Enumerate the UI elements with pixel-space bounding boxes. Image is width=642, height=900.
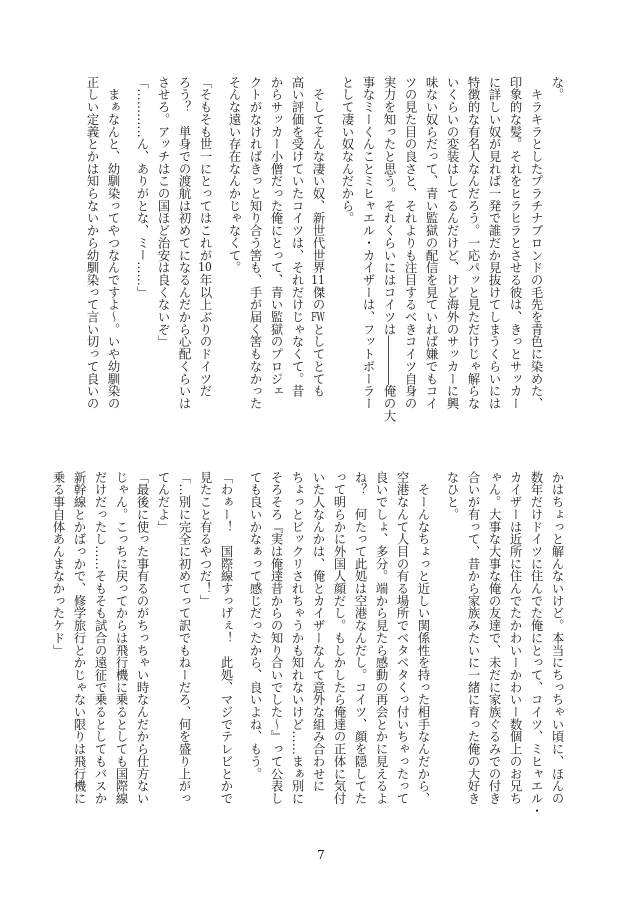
text-line: 特徴的な有名人なんだろう。一応パッと見ただけじゃ解らな <box>466 76 480 410</box>
upper-text-block <box>80 76 567 421</box>
text-line: 数年だけドイツに住んでた俺にとって、コイツ、ミヒャエル・ <box>529 471 543 817</box>
text-line: そんな遠い存在なんかじゃなくて。 <box>227 76 241 274</box>
text-line: いた人なんかは、俺とカイザーなんて意外な組み合わせに <box>311 471 325 793</box>
text-line: いくらいの変装はしてるんだけど、けど海外のサッカーに興 <box>445 76 459 410</box>
text-line: まぁなんと、幼馴染ってやつなんですよ～。いや幼馴染の <box>106 76 120 410</box>
text-line: に詳しい奴が見れば一発で誰だか見抜けてしまうくらいには <box>487 76 501 410</box>
text-line: 「わぁー！ 国際線すっげぇ！ 此処、マジでテレビとかで <box>219 471 233 805</box>
upright-chars: 10 <box>198 261 212 274</box>
text-line: そーんなちょっと近しい関係性を持った相手なんだから、 <box>416 471 430 805</box>
text-line: なひと。 <box>445 471 459 521</box>
text-line: 新幹線とかばっかで、修学旅行とかじゃない限りは飛行機に <box>72 471 86 805</box>
text-line: 良いでしょ、多分。端から見たら感動の再会とかに見えるよ <box>374 471 388 805</box>
text-line: 味ない奴らだって、青い監獄の配信を見ていれば嫌でもコイ <box>424 76 438 410</box>
text-line: 「最後に使った事有るのがちっちゃい時なんだから仕方ない <box>135 471 149 805</box>
text-line: 「…別に完全に初めてって訳でもねーだろ、何を盛り上がっ <box>177 471 191 805</box>
text-line: 正しい定義とかは知らないから幼馴染って言い切って良いの <box>85 76 99 410</box>
paragraph <box>336 76 567 421</box>
text-line: 印象的な髪。それをヒラヒラとさせる彼は、きっとサッカー <box>508 76 522 410</box>
text-line: 「そもそも世一にとってはこれが10年以上ぶりのドイツだ <box>198 76 212 398</box>
text-line: 実力を知ったと思う。それくらいにはコイツは――――俺の大 <box>382 76 396 422</box>
text-line: クトがなければきっと知り合う筈も、手が届く筈もなかった <box>248 76 262 410</box>
text-line: じゃん。こっちに戻ってからは飛行機に乗るとしても国際線 <box>114 471 128 805</box>
text-line: ちょっとビックリされちゃうかも知れないけど……まぁ別に <box>290 471 304 805</box>
text-line: ツの見た目の良さと、それよりも注目するべきコイツ自身の <box>403 76 417 410</box>
text-line: として凄い奴なんだから。 <box>340 76 354 225</box>
text-line: 空港なんて人目の有る場所でベタベタくっ付いちゃったって <box>395 471 409 805</box>
text-line: な。 <box>550 76 564 101</box>
paragraph <box>223 76 328 421</box>
text-line: てんだよ」 <box>156 471 170 533</box>
text-line: カイザーは近所に住んでたかわいーかわいー数個上のお兄ち <box>508 471 522 805</box>
text-line: ても良いかなぁって感じだったから、良いよね、もう。 <box>248 471 262 780</box>
text-line: 「…………ん、ありがとな、ミー……」 <box>135 76 149 299</box>
text-line: 合いが有って、昔から家族みたいに一緒に育った俺の大好き <box>466 471 480 805</box>
text-line: ゃん。大事な大事な俺の友達で、未だに家族ぐるみでの付き <box>487 471 501 805</box>
text-line: からサッカー小僧だった俺にとって、青い監獄のプロジェ <box>269 76 283 398</box>
text-line: かはちょっと解んないけど。本当にちっちゃい頃に、ほんの <box>550 471 564 805</box>
page-number: 7 <box>317 848 325 862</box>
text-line: って明らかに外国人顔だし。もしかしたら俺達の正体に気付 <box>332 471 346 805</box>
text-line: そろそろ『実は俺達昔からの知り合いでした～』って公表し <box>269 471 283 805</box>
text-line: させろ。アッチはこの国ほど治安は良くないぞ」 <box>156 76 170 348</box>
dialogue-paragraph <box>47 471 236 816</box>
paragraph <box>81 76 123 421</box>
text-line: 事なミーくんことミヒャエル・カイザーは、フットボーラー <box>361 76 375 410</box>
dialogue-paragraph <box>131 76 215 421</box>
paragraph <box>244 471 433 816</box>
text-line: だけだったし……そもそも試合の遠征で乗るとしてもバスか <box>93 471 107 805</box>
lower-text-block <box>46 471 567 816</box>
upright-chars: 11 <box>311 273 325 286</box>
text-line: ね？ 何たって此処は空港なんだし。コイツ、顔を隠してた <box>353 471 367 805</box>
paragraph <box>441 471 567 816</box>
text-line: 見たこと有るやつだ！」 <box>198 471 212 607</box>
upright-chars: FW <box>311 310 325 323</box>
text-line: ろう？ 単身での渡航は初めてになるんだから心配くらいは <box>177 76 191 410</box>
text-line: キラキラとしたプラチナブロンドの毛先を青色に染めた、 <box>529 76 543 410</box>
text-line: そしてそんな凄い奴、新世代世界11傑のFWとしてとても <box>311 76 325 398</box>
text-line: 乗る事自体あんまなかったケド」 <box>51 471 65 657</box>
text-line: 高い評価を受けていたコイツは、それだけじゃなくて。昔 <box>290 76 304 398</box>
